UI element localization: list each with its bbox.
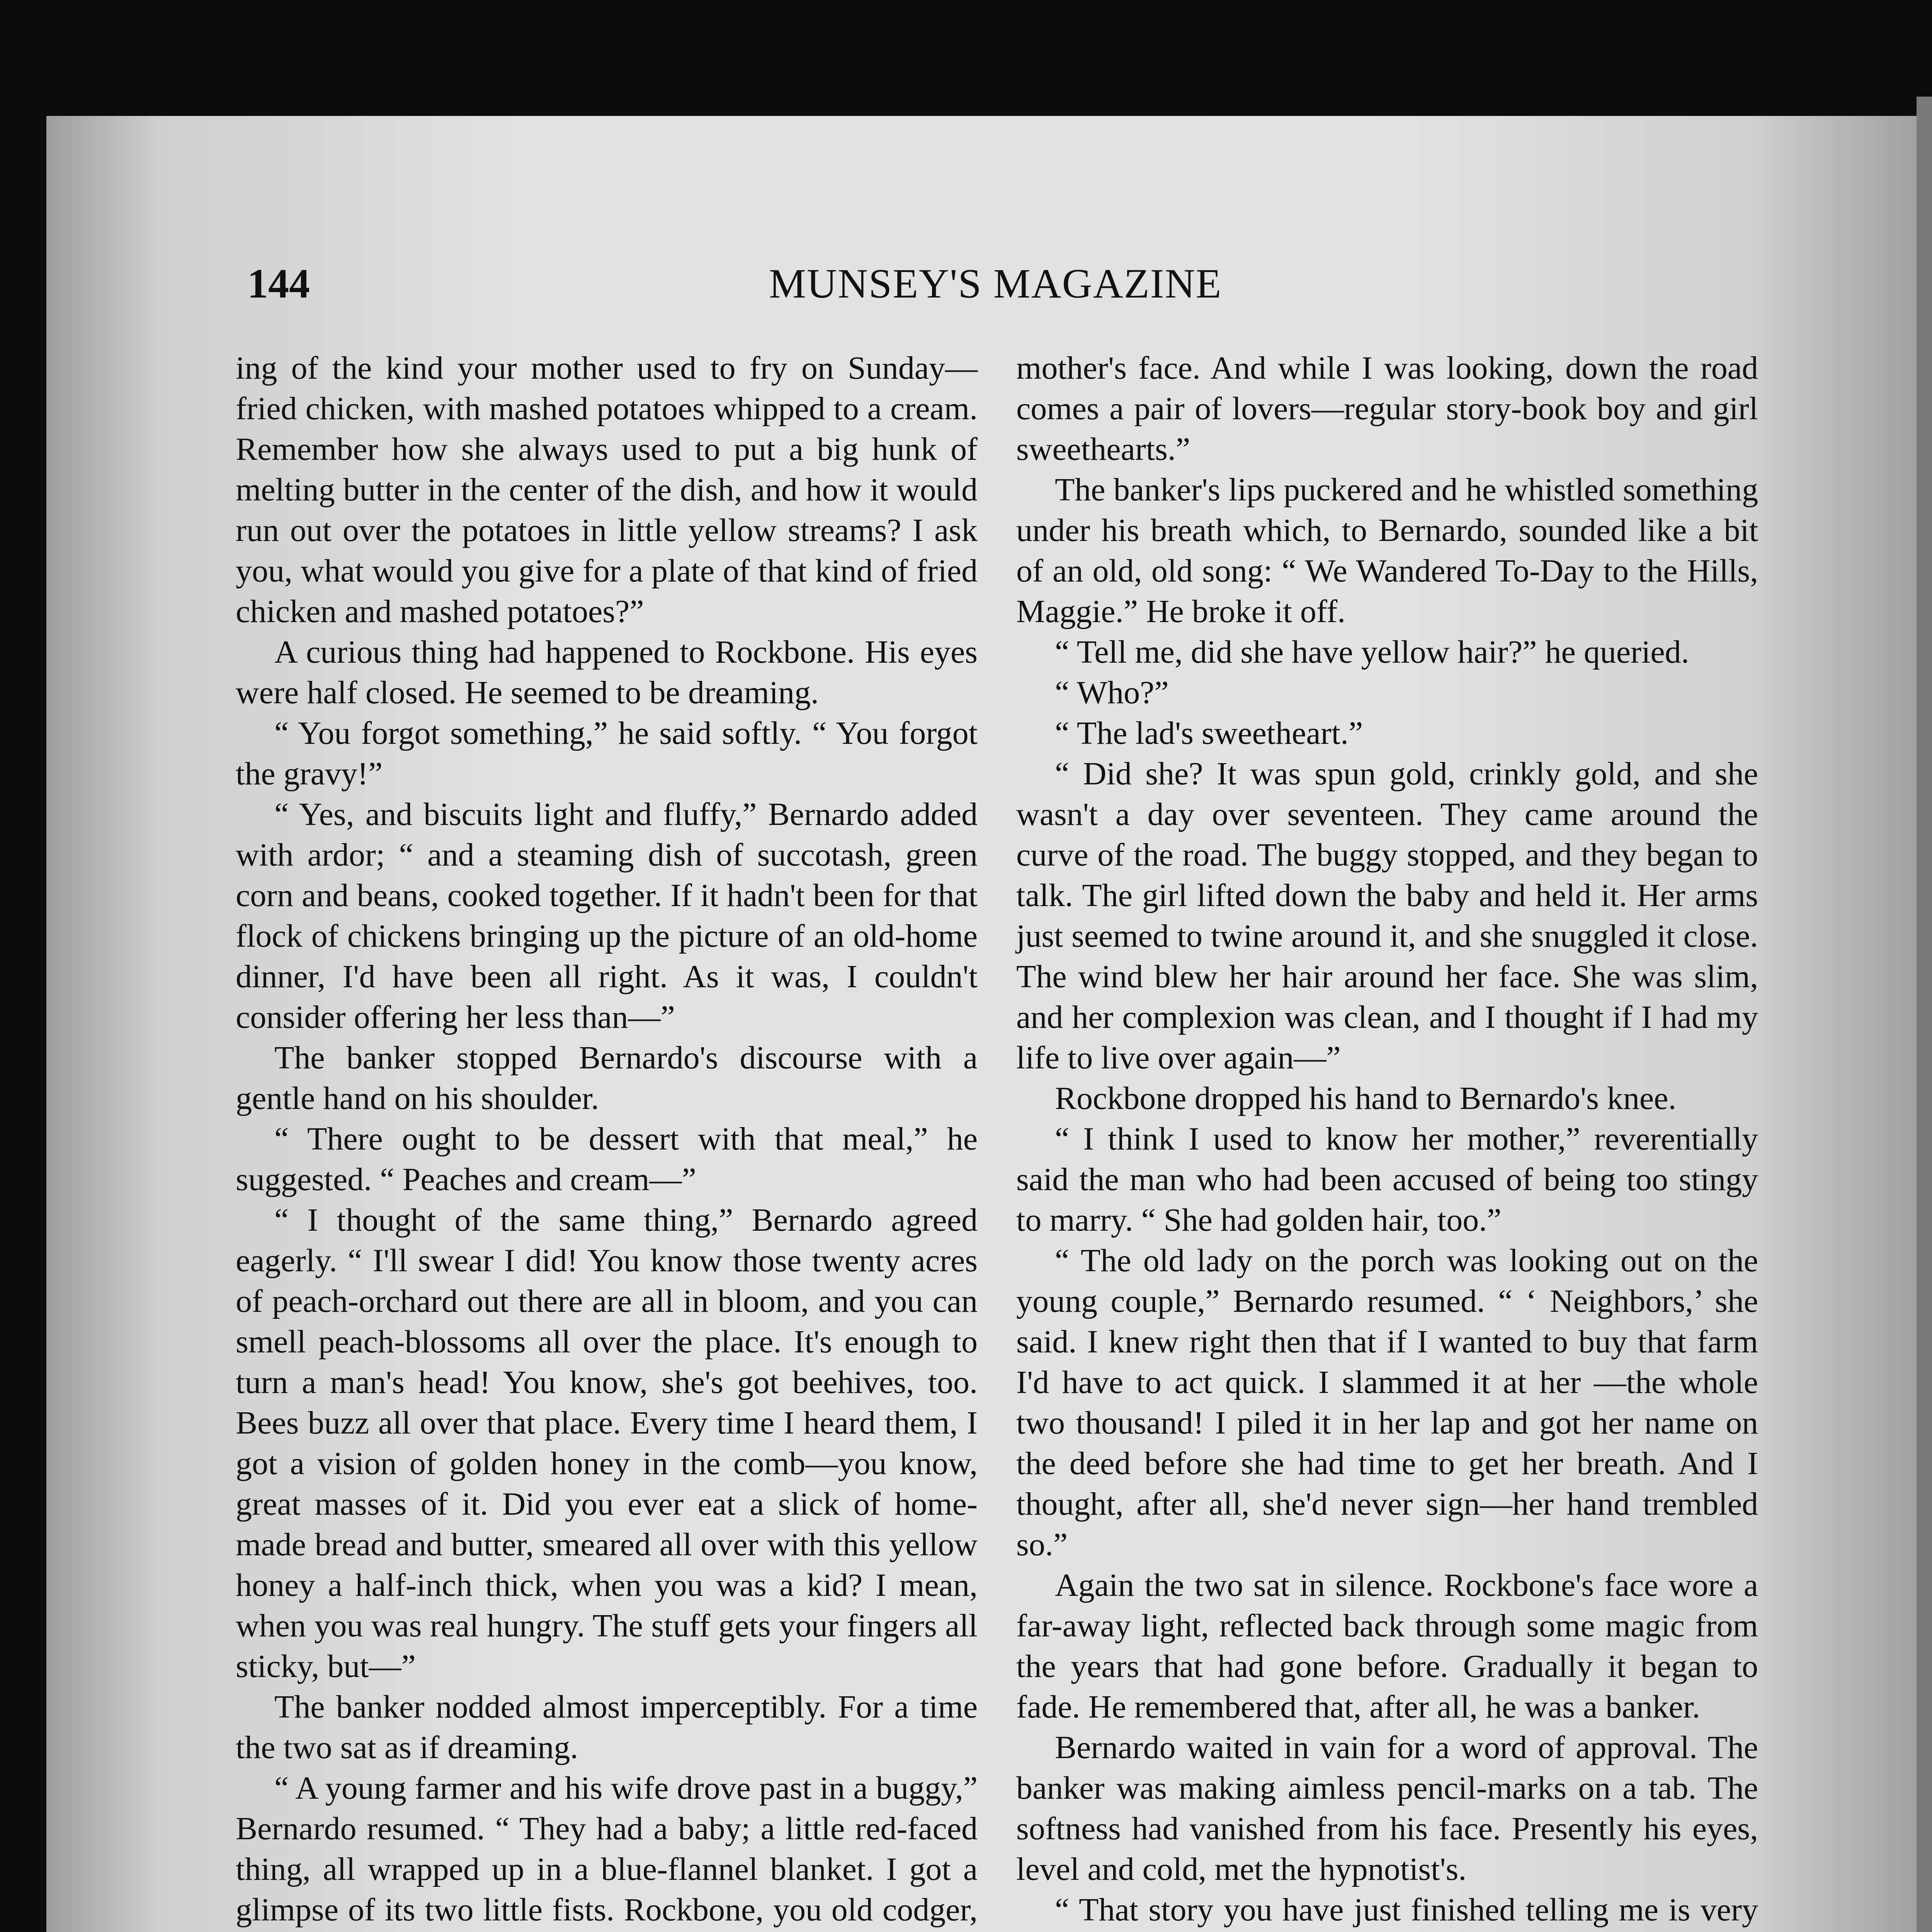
paragraph: “ There ought to be dessert with that meal,” he suggested. “ Peaches and cream—” (236, 1121, 978, 1197)
paragraph: mother's face. And while I was looking, down the road comes a pair of lovers—regular story-book boy and girl sweethearts.” (1016, 350, 1758, 467)
paragraph: “ That story you have just finished telling me is very (1055, 1892, 1758, 1928)
paragraph: “ Did she? It was spun gold, crinkly gold, and she wasn't a day over seventeen. They came around the curve of the road. The buggy stopped, and they began to talk. The girl lifted down the baby and held it. Her arms just seemed to twine around it, and she snuggled it close. The wind blew her hair around her face. She was slim, and her complexion was clean, and I thought if I had my life to live over again—” (1016, 756, 1758, 1076)
paragraph: “ I think I used to know her mother,” reverentially said the man who had been accused of being too stingy to marry. “ She had golden hair, too.” (1016, 1121, 1758, 1238)
page-header (247, 259, 1252, 321)
paragraph: “ I thought of the same thing,” Bernardo agreed eagerly. “ I'll swear I did! You know those twenty acres of peach-orchard out there are all in bloom, and you can smell peach-blossoms all over the place. It's enough to turn a man's head! You know, she's got beehives, too. Bees buzz all over that place. Every time I heard them, I got a vision of golden honey in the comb—you know, great masses of it. Did you ever eat a slick of home-made bread and butter, smeared all over with this yellow honey a half-inch thick, when you was a kid? I mean, when you was real hungry. The stuff gets your fingers all sticky, but—” (236, 1202, 978, 1684)
page-number: 144 (247, 261, 310, 307)
left-column (236, 348, 978, 1932)
paragraph: “ The old lady on the porch was looking out on the young couple,” Bernardo resumed. “ ‘ Neighbors,’ she said. I knew right then that if I wanted to buy that farm I'd have to act quick. I slammed it at her —the whole two thousand! I piled it in her lap and got her name on the deed before she had time to get her breath. And I thought, after all, she'd never sign—her hand trembled so.” (1016, 1243, 1758, 1563)
paragraph: “ You forgot something,” he said softly. “ You forgot the gravy!” (236, 715, 978, 792)
paragraph: “ A young farmer and his wife drove past in a buggy,” Bernardo resumed. “ They had a baby; a little red-faced thing, all wrapped up in a blue-flannel blanket. I got a glimpse of its two little fists. Rockbone, you old codger, (236, 1770, 978, 1928)
paragraph: ing of the kind your mother used to fry on Sunday—fried chicken, with mashed potatoes whipped to a cream. Remember how she always used to put a big hunk of melting butter in the center of the dish, and how it would run out over the potatoes in little yellow streams? I ask you, what would you give for a plate of that kind of fried chicken and mashed potatoes?” (236, 350, 978, 629)
running-head: MUNSEY'S MAGAZINE (769, 261, 1222, 307)
paragraph: “ The lad's sweetheart.” (1055, 715, 1363, 751)
paragraph: “ Who?” (1055, 675, 1169, 711)
paragraph: A curious thing had happened to Rockbone. His eyes were half closed. He seemed to be dreaming. (236, 634, 978, 711)
paragraph: “ Tell me, did she have yellow hair?” he queried. (1055, 634, 1689, 670)
paragraph: The banker's lips puckered and he whistled something under his breath which, to Bernardo, sounded like a bit of an old, old song: “ We Wandered To-Day to the Hills, Maggie.” He broke it off. (1016, 472, 1758, 629)
paragraph: The banker nodded almost imperceptibly. For a time the two sat as if dreaming. (236, 1689, 978, 1765)
facing-page-edge (1917, 97, 1932, 1932)
paragraph: The banker stopped Bernardo's discourse with a gentle hand on his shoulder. (236, 1040, 978, 1116)
paragraph: “ Yes, and biscuits light and fluffy,” Bernardo added with ardor; “ and a steaming dish of succotash, green corn and beans, cooked together. If it hadn't been for that flock of chickens bringing up the picture of an old-home dinner, I'd have been all right. As it was, I couldn't consider offering her less than—” (236, 796, 978, 1035)
right-column (1016, 348, 1758, 1932)
paragraph: Bernardo waited in vain for a word of approval. The banker was making aimless pencil-marks on a tab. The softness had vanished from his face. Presently his eyes, level and cold, met the hypnotist's. (1016, 1730, 1758, 1887)
paragraph: Again the two sat in silence. Rockbone's face wore a far-away light, reflected back through some magic from the years that had gone before. Gradually it began to fade. He remembered that, after all, he was a banker. (1016, 1567, 1758, 1725)
paragraph: Rockbone dropped his hand to Bernardo's knee. (1055, 1080, 1677, 1116)
